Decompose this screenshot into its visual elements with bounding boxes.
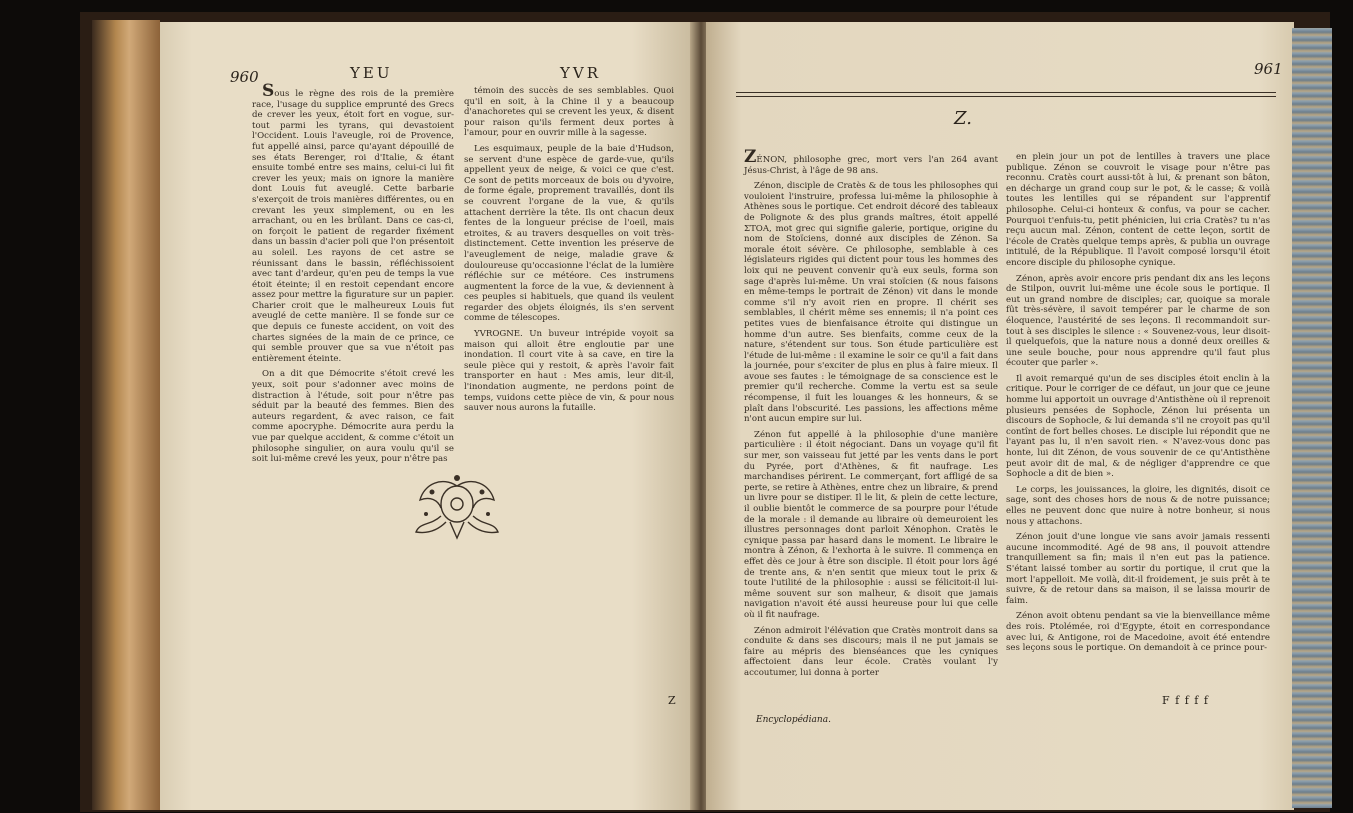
page-edges — [1292, 28, 1332, 808]
page-number-right: 961 — [1254, 60, 1283, 78]
paragraph: Zénon avoit obtenu pendant sa vie la bienveillance même des rois. Ptolémée, roi d'Egypte, étoit en correspondance avec lui, & Antigone, roi de Macedoine, avoit été entendre ses leçons sous le portique. On demandoit à ce prince pour- — [1006, 611, 1270, 654]
paragraph: en plein jour un pot de lentilles à travers une place publique. Zénon se couvroit le visage pour n'être pas reconnu. Cratès court aussi-tôt à lui, & prenant son bâton, en décharge un grand coup sur le pot, & le casse; & voilà toutes les lentilles qui se répandent sur l'apprentif philosophe. Celui-ci honteux & confus, va pour se cacher. Pourquoi t'enfuis-tu, petit phénicien, lui cria Cratès? tu n'as reçu aucun mal. Zénon, content de cette leçon, sortit de l'école de Cratès quelque temps après, & publia un ouvrage intitulé, de la République. Il l'avoit composé lorsqu'il étoit encore disciple du philosophe cynique. — [1006, 152, 1270, 268]
left-page — [160, 22, 696, 810]
paragraph: Sous le règne des rois de la première race, l'usage du supplice emprunté des Grecs de crever les yeux, étoit fort en vogue, sur-tout parmi les tyrans, qui devastoient l'Occident. Louis l'aveugle, roi de Provence, fut appellé ainsi, parce qu'ayant dépouillé de ses états Berenger, roi d'Italie, & étant ensuite tombé entre ses mains, celui-ci lui fit crever les yeux; mais on ignore la manière dont Louis fut aveuglé. Cette barbarie s'exerçoit de trois manières différentes, ou en crevant les yeux simplement, ou en les arrachant, ou en les brûlant. Dans ce cas-ci, on forçoit le patient de regarder fixément dans un bassin d'acier poli que l'on présentoit au soleil. Les rayons de cet astre se réunissant dans le bassin, réfléchissoient avec tant d'ardeur, qu'en peu de temps la vue étoit éteinte; il en restoit cependant encore assez pour mettre la figurature sur un papier. Charier croit que le malheureux Louis fut aveuglé de cette manière. Il se fonde sur ce que depuis ce funeste accident, on voit des chartes signées de la main de ce prince, ce qui semble prouver que sa vue n'étoit pas entièrement éteinte. — [252, 81, 454, 364]
catchword: Encyclopédiana. — [756, 715, 831, 725]
right-page — [706, 22, 1294, 810]
page-number-left: 960 — [230, 68, 259, 86]
entry-heading: ZÉNON, philosophe grec, mort vers l'an 264 avant Jésus-Christ, à l'âge de 98 ans. — [744, 147, 998, 176]
paragraph: Zénon fut appellé à la philosophie d'une manière particulière : il étoit négociant. Dans un voyage qu'il fit sur mer, son vaisseau fut jetté par les vents dans le port du Pyrée, port d'Athènes, & fit naufrage. Les marchandises périrent. Le commerçant, fort affligé de sa perte, se retire à Athènes, entre chez un libraire, & prend un livre pour se distiper. Il le lit, & plein de cette lecture, il oublie bientôt le commerce de sa pourpre pour l'étude de la morale : il demande au libraire où demeuroient les illustres personnages dont parloit Xénophon. Cratès le cynique passa par hasard dans le moment. Le libraire le montra à Zénon, & l'exhorta à le suivre. Il commença en effet dès ce jour à être son disciple. Il étoit pour lors âgé de trente ans, & n'en sentit que mieux tout le prix & toute l'utilité de la philosophie : aussi se félicitoit-il lui-même souvent sur son malheur, & disoit que jamais navigation n'avoit été aussi heureuse pour lui que celle où il fit naufrage. — [744, 429, 998, 620]
paragraph: Zénon, disciple de Cratès & de tous les philosophes qui vouloient l'instruire, professa lui-même la philosophie à Athènes sous le portique. Cet endroit décoré des tableaux de Polignote & des plus grands maîtres, étoit appellé ΣΤΟΑ, mot grec qui signifie galerie, portique, origine du nom de Stoïciens, donné aux disciples de Zénon. Sa morale étoit sévère. Ce philosophe, semblable à ces législateurs rigides qui dictent pour tous les hommes des loix qui ne peuvent convenir qu'à eux seuls, forma son sage d'après lui-même. Un vrai stoïcien (& nous faisons en même-temps le portrait de Zénon) vit dans le monde comme s'il n'y avoit rien en propre. Il chérit ses semblables, il chérit même ses ennemis; il n'a point ces petites vues de bienfaisance étroite qui distingue un homme d'un autre. Ses bienfaits, comme ceux de la nature, s'étendent sur tous. Son étude particulière est l'étude de lui-même : il examine le soir ce qu'il a fait dans la journée, pour s'exciter de plus en plus à faire mieux. Il avoue ses fautes : le témoignage de sa conscience est le premier qu'il recherche. Comme la vertu est sa seule récompense, il fuit les louanges & les honneurs, & se plaît dans l'obscurité. Les passions, les affections même n'ont aucun empire sur lui. — [744, 181, 998, 425]
ornament-vignette-icon — [412, 470, 502, 542]
section-letter: Z. — [954, 108, 972, 129]
right-column-1 — [744, 147, 998, 712]
left-column-1 — [252, 81, 454, 465]
running-head-right: YVR — [560, 64, 602, 82]
paragraph: On a dit que Démocrite s'étoit crevé les yeux, soit pour s'adonner avec moins de distraction à l'étude, soit pour n'être pas séduit par la beauté des femmes. Bien des auteurs regardent, & avec raison, ce fait comme apocryphe. Démocrite aura perdu la vue par quelque accident, & comme c'étoit un philosophe singulier, on aura voulu qu'il se soit lui-même crevé les yeux, pour n'être pas — [252, 369, 454, 465]
paragraph: YVROGNE. Un buveur intrépide voyoit sa maison qui alloit être engloutie par une inondation. Il court vite à sa cave, en tire la seule pièce qui y restoit, & après l'avoir fait transporter en haut : Mes amis, leur dit-il, l'inondation augmente, ne perdons point de temps, vuidons cette pièce de vin, & pour nous sauver nous aurons la futaille. — [464, 329, 674, 414]
left-column-2 — [464, 86, 674, 426]
header-rule — [736, 92, 1276, 97]
signature-mark-left: Z — [668, 694, 676, 707]
paragraph: Le corps, les jouissances, la gloire, les dignités, disoit ce sage, sont des choses hors de nous & de notre puissance; elles ne peuvent donc que nuire à notre bonheur, si nous nous y attachons. — [1006, 484, 1270, 527]
paragraph: Les esquimaux, peuple de la baie d'Hudson, se servent d'une espèce de garde-vue, qu'ils appellent yeux de neige, & voici ce que c'est. Ce sont de petits morceaux de bois ou d'yvoire, de forme égale, proprement travaillés, dont ils se couvrent l'organe de la vue, & qu'ils attachent derrière la tête. Ils ont chacun deux fentes de la longueur précise de l'oeil, mais etroites, & au travers desquelles on voit très-distinctement. Cette invention les préserve de l'aveuglement de neige, maladie grave & douloureuse qu'occasionne l'éclat de la lumière réfléchie sur ce météore. Ces instrumens augmentent la force de la vue, & deviennent à ces peuples si habituels, que quand ils veulent regarder des objets éloignés, ils s'en servent comme de télescopes. — [464, 143, 674, 324]
paragraph: témoin des succès de ses semblables. Quoi qu'il en soit, à la Chine il y a beaucoup d'anachoretes qui se crevent les yeux, & disent pour raison qu'ils ferment deux portes à l'amour, pour en ouvrir mille à la sagesse. — [464, 86, 674, 139]
signature-mark-right: F f f f f — [1162, 694, 1209, 707]
running-head-left: YEU — [350, 64, 393, 82]
paragraph: Zénon, après avoir encore pris pendant dix ans les leçons de Stilpon, ouvrit lui-même une école sous le portique. Il eut un grand nombre de disciples; car, quoique sa morale fût très-sévère, il savoit tempérer par le charme de son éloquence, l'austérité de ses leçons. Il recommandoit sur-tout à ses disciples le silence : « Souvenez-vous, leur disoit-il quelquefois, que la nature nous a donné deux oreilles & une seule bouche, pour nous apprendre qu'il faut plus écouter que parler ». — [1006, 273, 1270, 369]
paragraph: Il avoit remarqué qu'un de ses disciples étoit enclin à la critique. Pour le corriger de ce défaut, un jour que ce jeune homme lui apportoit un ouvrage d'Antisthène où il reprenoit plusieurs pensées de Sophocle, Zénon lui présenta un discours de Sophocle, & lui demanda s'il ne croyoit pas qu'il contînt de fort belles choses. Le disciple lui répondit que ne l'ayant pas lu, il n'en savoit rien. « N'avez-vous donc pas honte, lui dit Zénon, de vous souvenir de ce qu'Antisthène peut avoir dit de mal, & de négliger d'apprendre ce que Sophocle a dit de bien ». — [1006, 373, 1270, 480]
paragraph: Zénon jouit d'une longue vie sans avoir jamais ressenti aucune incommodité. Agé de 98 ans, il pouvoit attendre tranquillement sa fin; mais il n'en eut pas la patience. S'étant laissé tomber au sortir du portique, il crut que la mort l'appelloit. Me voilà, dit-il froidement, je suis prêt à te suivre, & de retour dans sa maison, il se laissa mourir de faim. — [1006, 532, 1270, 606]
right-column-2 — [1006, 152, 1270, 692]
paragraph: Zénon admiroit l'élévation que Cratès montroit dans sa conduite & dans ses discours; mais il ne put jamais se faire au mépris des bienséances que les cyniques affectoient dans leur école. Cratès voulant l'y accoutumer, lui donna à porter — [744, 625, 998, 678]
book-spine — [92, 20, 160, 810]
